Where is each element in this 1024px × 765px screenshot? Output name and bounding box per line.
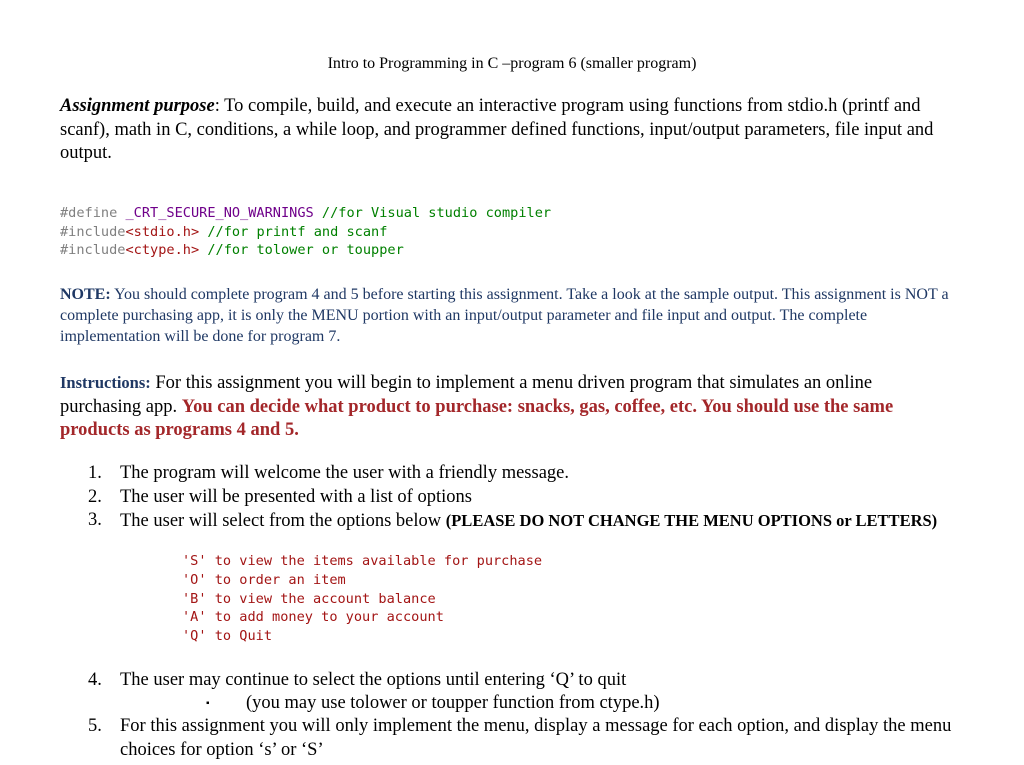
note-text: You should complete program 4 and 5 before starting this assignment. Take a look at the sample output. This assignment is NOT a complete purchasing app, it is only the MENU portion with an input/output parameter and file input and output. The complete implementation will be done for program 7.	[60, 286, 949, 345]
instructions-label: Instructions:	[60, 373, 151, 392]
list-item: 5. For this assignment you will only implement the menu, display a message for each option, and display the menu choices for option ‘s’ or ‘S’	[88, 716, 952, 760]
menu-option: 'Q' to Quit	[182, 628, 273, 645]
purpose-label: Assignment purpose	[60, 96, 215, 116]
list-item: 4. The user may continue to select the options until entering ‘Q’ to quit	[88, 670, 627, 690]
list-item: 1. The program will welcome the user with a friendly message.	[88, 463, 569, 483]
list-item: 2. The user will be presented with a list of options	[88, 486, 472, 507]
page-title: Intro to Programming in C –program 6 (smaller program)	[327, 55, 697, 72]
menu-options-code	[182, 552, 542, 646]
menu-option: 'B' to view the account balance	[182, 590, 436, 607]
instructions-text: For this assignment you will begin to implement a menu driven program that simulates an online purchasing app.	[60, 373, 873, 417]
steps-list	[88, 462, 988, 534]
instructions-emphasis: You can decide what product to purchase: snacks, gas, coffee, etc. You should use the same products as programs 4 and 5.	[60, 396, 894, 440]
menu-option: 'A' to add money to your account	[182, 609, 444, 626]
square-bullet-icon: ▪	[206, 698, 210, 709]
instructions-paragraph	[60, 371, 955, 443]
assignment-purpose	[60, 95, 970, 166]
purpose-text: : To compile, build, and execute an interactive program using functions from stdio.h (printf and scanf), math in C, conditions, a while loop, and programmer defined functions, input/output parameters, file input and output.	[60, 96, 934, 163]
note-paragraph	[60, 284, 965, 347]
menu-option: 'S' to view the items available for purchase	[182, 553, 543, 569]
sub-bullet-text: (you may use tolower or toupper function from ctype.h)	[246, 693, 660, 713]
code-block	[60, 204, 860, 260]
note-label: NOTE:	[60, 286, 111, 303]
code-line-1: #define _CRT_SECURE_NO_WARNINGS //for Visual studio compiler	[60, 205, 552, 221]
code-line-2: #include<stdio.h> //for printf and scanf	[60, 223, 388, 240]
menu-option: 'O' to order an item	[182, 571, 346, 588]
list-item: 3. The user will select from the options below (PLEASE DO NOT CHANGE THE MENU OPTIONS or LETTERS)	[88, 510, 938, 531]
code-line-3: #include<ctype.h> //for tolower or toupper	[60, 242, 404, 258]
sub-bullet-item	[206, 692, 660, 716]
